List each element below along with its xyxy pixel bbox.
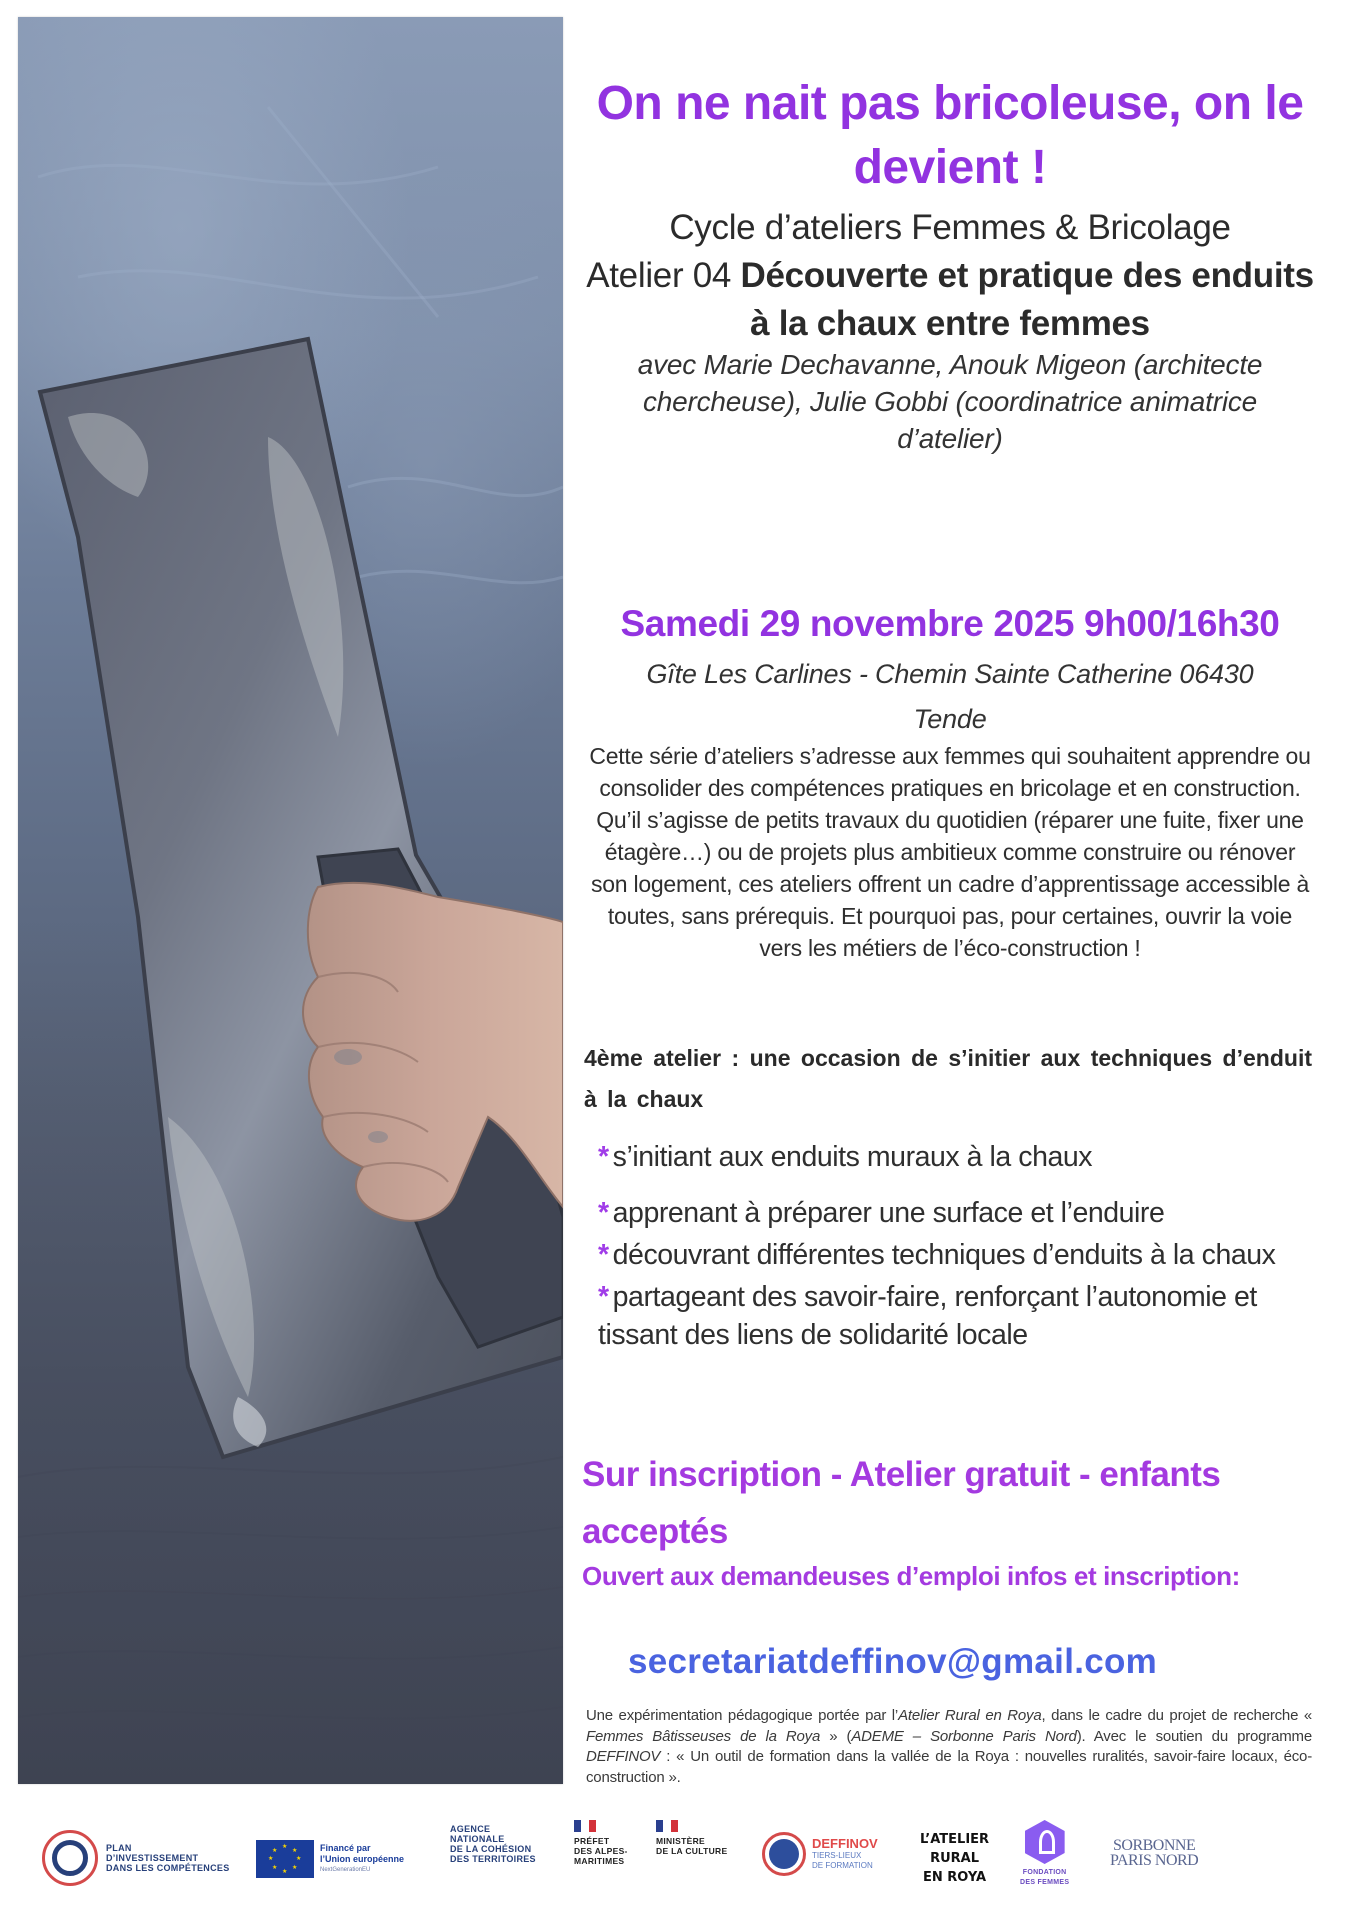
partner-logos — [30, 1820, 1330, 1910]
list-item: * découvrant différentes techniques d’enduits à la chaux — [598, 1239, 1276, 1271]
logo-ministere-culture: MINISTÈRE DE LA CULTURE — [656, 1820, 727, 1856]
program-name: DEFFINOV — [586, 1748, 661, 1765]
logo-atelier-rural-en-roya: L’ATELIER RURAL EN ROYA — [920, 1832, 990, 1885]
trowel-hand-illustration — [18, 17, 563, 1784]
registration-subline: Ouvert aux demandeuses d’emploi infos et inscription: — [582, 1561, 1240, 1591]
logo-union-europeenne: ★ ★ ★ ★ ★ ★ ★ ★ Financé par l’Union européenne NextGenerationEU — [256, 1840, 404, 1878]
list-item: * apprenant à préparer une surface et l’enduire — [598, 1197, 1165, 1229]
location-city: Tende — [913, 704, 987, 734]
atelier-number: Atelier 04 — [586, 256, 741, 295]
workshop-subtitle — [580, 204, 1320, 348]
event-location — [580, 652, 1320, 742]
logo-anct: AGENCE NATIONALE DE LA COHÉSION DES TERRITOIRES — [450, 1824, 536, 1864]
asterisk-icon: * — [598, 1239, 609, 1271]
cycle-name: Cycle d’ateliers Femmes & Bricolage — [669, 208, 1231, 247]
registration-headline: Sur inscription - Atelier gratuit - enfants acceptés — [582, 1455, 1221, 1551]
asterisk-icon: * — [598, 1197, 609, 1229]
program-bullets — [598, 1138, 1328, 1358]
contact-email-link[interactable]: secretariatdeffinov@gmail.com — [628, 1642, 1158, 1681]
project-name: Femmes Bâtisseuses de la Roya — [586, 1727, 821, 1745]
logo-sorbonne-paris-nord: SORBONNE PARIS NORD — [1110, 1837, 1199, 1869]
logo-plan-investissement-competences: PLAN D’INVESTISSEMENT DANS LES COMPÉTENCES — [42, 1830, 230, 1886]
logo-fondation-des-femmes: FONDATION DES FEMMES — [1020, 1820, 1069, 1888]
program-lead: 4ème atelier : une occasion de s’initier aux techniques d’enduit à la chaux — [584, 1045, 1312, 1112]
atelier-title: Découverte et pratique des enduits à la chaux entre femmes — [740, 256, 1314, 343]
deffinov-emblem-icon — [762, 1832, 806, 1876]
speakers: avec Marie Dechavanne, Anouk Migeon (architecte chercheuse), Julie Gobbi (coordinatrice animatrice d’atelier) — [637, 349, 1263, 454]
french-flag-icon — [574, 1820, 596, 1832]
list-item: * partageant des savoir-faire, renforçant l’autonomie et tissant des liens de solidarité locale — [598, 1281, 1257, 1351]
atelier-heading — [580, 252, 1320, 348]
asterisk-icon: * — [598, 1141, 609, 1173]
event-description: Cette série d’ateliers s’adresse aux femmes qui souhaitent apprendre ou consolider des compétences pratiques en bricolage et en construction. Qu’il s’agisse de petits travaux du quotidien (réparer une fuite, fixer une étagère…) ou de projets plus ambitieux comme construire ou rénover son logement, ces ateliers offrent un cadre d’apprentissage accessible à toutes, sans prérequis. Et pourquoi pas, pour certaines, ouvrir la voie vers les métiers de l’éco-construction ! — [589, 743, 1311, 961]
location-address: Gîte Les Carlines - Chemin Sainte Catherine 06430 — [646, 659, 1254, 689]
list-item: * s’initiant aux enduits muraux à la chaux — [598, 1141, 1093, 1173]
eu-flag-icon: ★ ★ ★ ★ ★ ★ ★ ★ — [256, 1840, 314, 1878]
event-date: Samedi 29 novembre 2025 9h00/16h30 — [620, 603, 1280, 644]
partners: ADEME – Sorbonne Paris Nord — [851, 1727, 1077, 1745]
asterisk-icon: * — [598, 1281, 609, 1313]
page-title: On ne nait pas bricoleuse, on le devient ! — [596, 77, 1304, 194]
org-name: Atelier Rural en Roya — [898, 1707, 1042, 1724]
logo-prefet-alpes-maritimes: PRÉFET DES ALPES- MARITIMES — [574, 1820, 628, 1866]
marianne-ring-icon — [42, 1830, 98, 1886]
hero-photo — [18, 17, 563, 1784]
ribbon-hexagon-icon — [1025, 1820, 1065, 1864]
french-flag-icon — [656, 1820, 678, 1832]
logo-deffinov: DEFFINOV TIERS-LIEUX DE FORMATION — [762, 1832, 878, 1876]
credits-paragraph: Une expérimentation pédagogique portée par l’Atelier Rural en Roya, dans le cadre du projet de recherche « Femmes Bâtisseuses de la Roya » (ADEME – Sorbonne Paris Nord). Avec le soutien du programme DEFFINOV : « Un outil de formation dans la vallée de la Roya : nouvelles ruralités, savoir-faire locaux, éco-construction ». — [586, 1707, 1313, 1786]
